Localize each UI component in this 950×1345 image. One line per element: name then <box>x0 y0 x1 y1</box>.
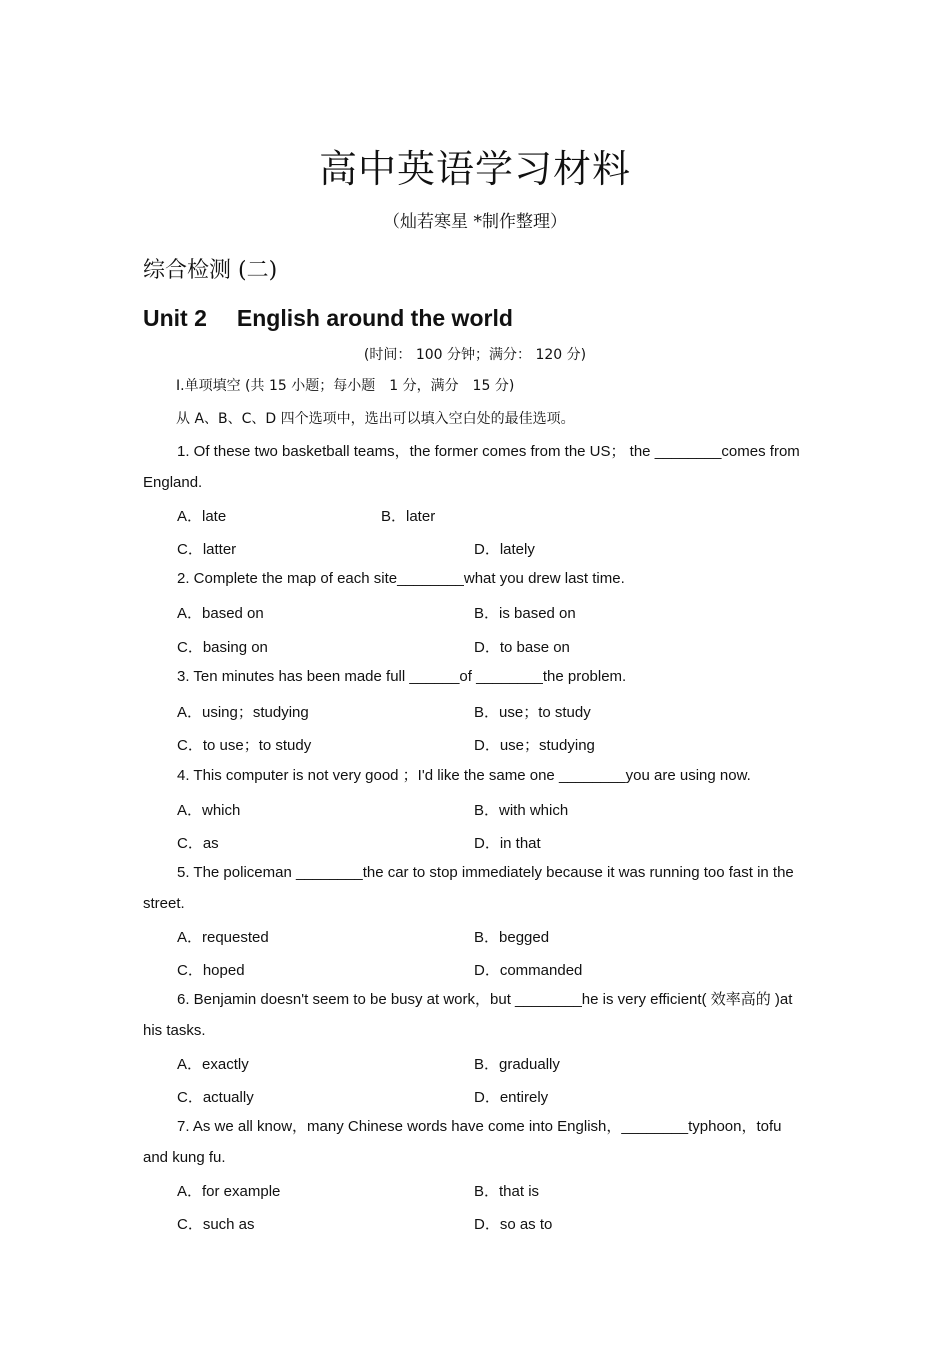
option-a: A．late <box>177 508 227 525</box>
option-b: B．gradually <box>474 1056 560 1073</box>
question-stem: 7. As we all know，many Chinese words have come into English，________typhoon，tofu and kung fu. <box>143 1118 782 1166</box>
option-d: D．in that <box>474 835 541 852</box>
option-d: D．to base on <box>474 639 570 656</box>
option-a: A．exactly <box>177 1056 249 1073</box>
option-c: C．hoped <box>177 962 245 979</box>
option-d: D．entirely <box>474 1089 549 1106</box>
document-subtitle: （灿若寒星 *制作整理） <box>383 212 567 232</box>
option-c: C．actually <box>177 1089 254 1106</box>
option-a: A．using；studying <box>177 704 309 721</box>
option-b: B．that is <box>474 1183 540 1200</box>
option-b: B．with which <box>474 802 569 819</box>
option-d: D．so as to <box>474 1216 553 1233</box>
option-d: D．commanded <box>474 962 583 979</box>
unit-title: English around the world <box>236 305 513 331</box>
unit-label: Unit 2 <box>143 305 207 331</box>
option-d: D．use；studying <box>474 737 595 754</box>
option-a: A．for example <box>177 1183 281 1200</box>
part-heading: Ⅰ.单项填空 (共 15 小题；每小题 1 分，满分 15 分) <box>176 378 515 394</box>
option-b: B．later <box>381 508 436 525</box>
option-d: D．lately <box>474 541 535 558</box>
option-b: B．is based on <box>474 605 576 622</box>
option-c: C．basing on <box>177 639 268 656</box>
question-stem: 5. The policeman ________the car to stop immediately because it was running too fast in the street. <box>143 864 794 912</box>
instruction-text: 从 A、B、C、D 四个选项中，选出可以填入空白处的最佳选项。 <box>176 411 575 427</box>
option-c: C．to use；to study <box>177 737 312 754</box>
option-b: B．begged <box>474 929 550 946</box>
option-c: C．latter <box>177 541 237 558</box>
option-b: B．use；to study <box>474 704 591 721</box>
section-heading: 综合检测 (二) <box>143 258 278 283</box>
option-a: A．based on <box>177 605 264 622</box>
option-c: C．such as <box>177 1216 255 1233</box>
question-stem: 2. Complete the map of each site________what you drew last time. <box>177 570 625 587</box>
question-stem: 3. Ten minutes has been made full ______of ________the problem. <box>177 668 627 685</box>
time-info: (时间： 100 分钟；满分： 120 分) <box>363 347 587 363</box>
document-title: 高中英语学习材料 <box>318 147 631 191</box>
option-a: A．which <box>177 802 241 819</box>
question-stem: 4. This computer is not very good ；I'd like the same one ________you are using now. <box>177 767 751 784</box>
unit-heading <box>143 305 513 332</box>
option-c: C．as <box>177 835 219 852</box>
question-stem: 6. Benjamin doesn't seem to be busy at work，but ________he is very efficient( 效率高的 )at his tasks. <box>143 991 793 1039</box>
option-a: A．requested <box>177 929 269 946</box>
question-stem: 1. Of these two basketball teams，the former comes from the US； the ________comes from England. <box>143 443 800 491</box>
